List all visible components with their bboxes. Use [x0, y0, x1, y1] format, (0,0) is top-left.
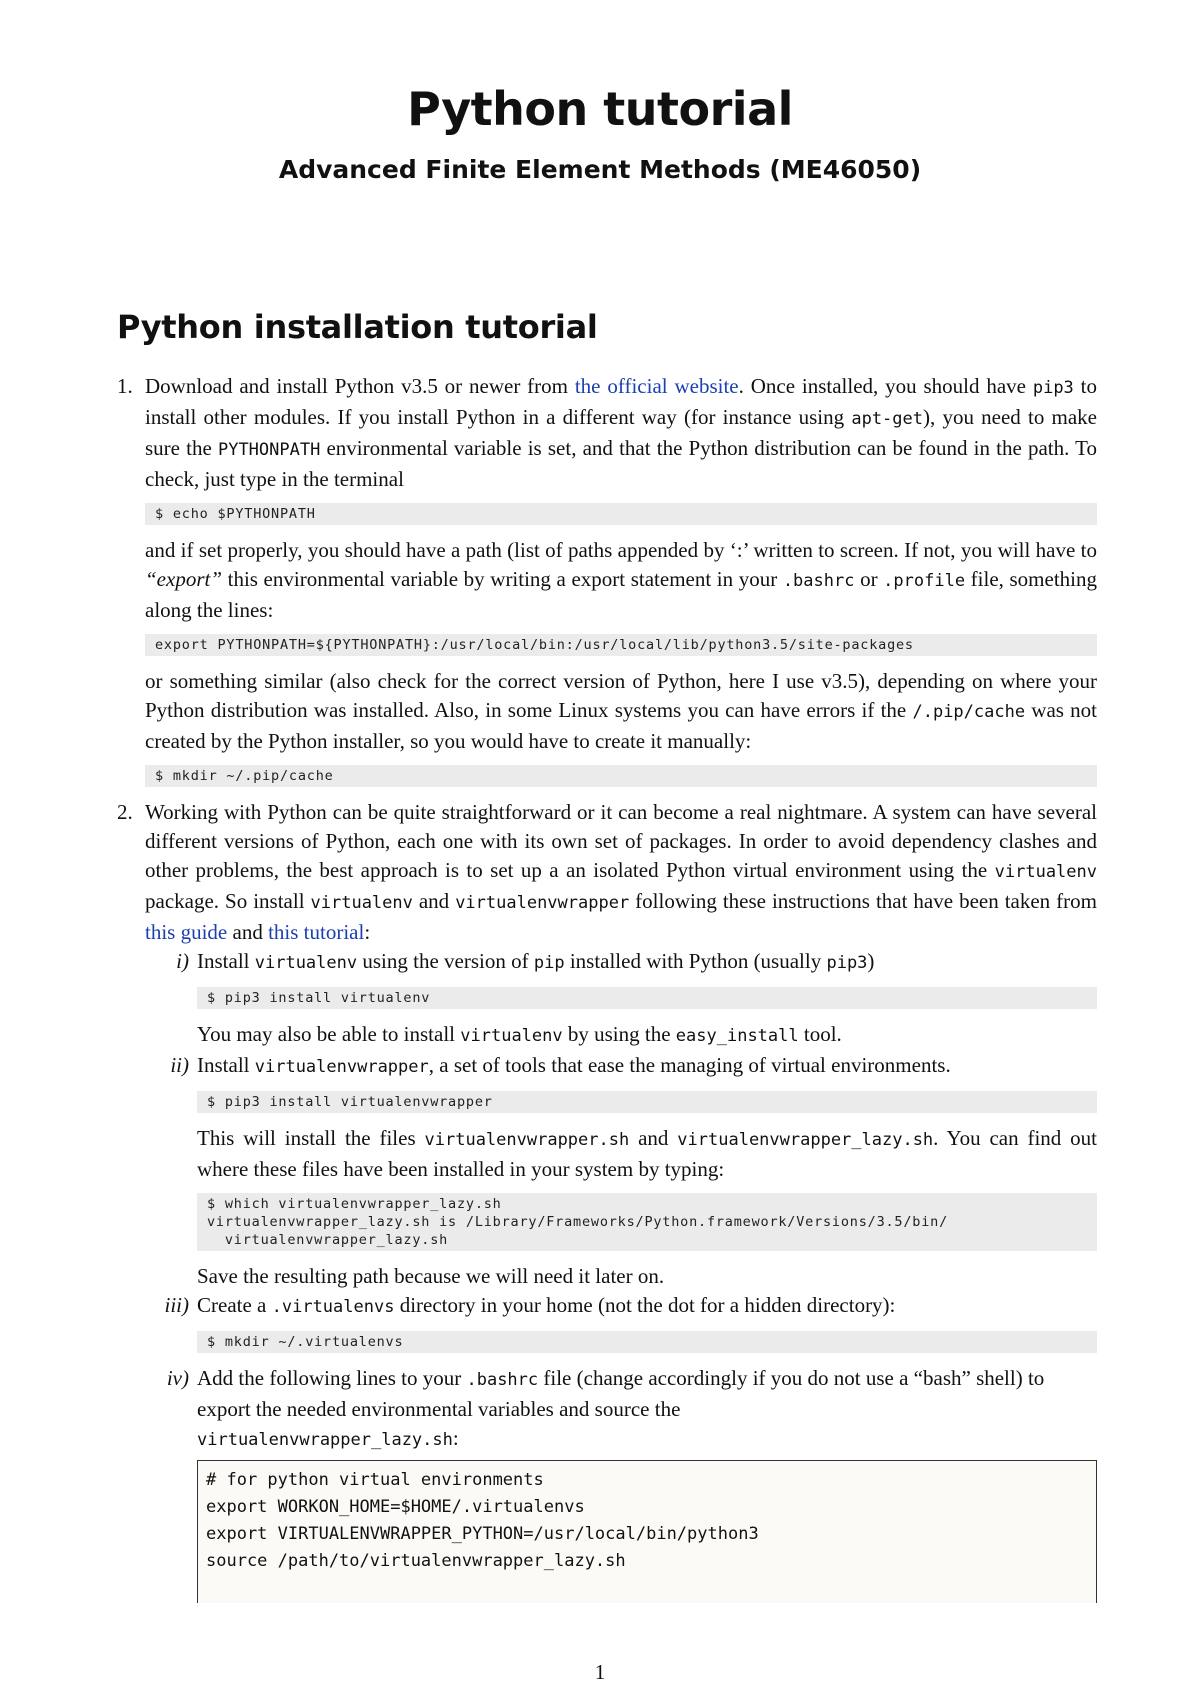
inline-code: virtualenvwrapper: [254, 1057, 429, 1077]
inline-code: virtualenv: [254, 953, 358, 973]
text: Create a: [197, 1293, 272, 1317]
paragraph: [197, 1051, 1097, 1082]
inline-code: virtualenv: [460, 1026, 563, 1046]
paragraph: [197, 1020, 1097, 1051]
paragraph: [197, 1124, 1097, 1184]
inline-code: pip3: [1032, 378, 1074, 398]
list-number: 2.: [117, 800, 133, 824]
text: and: [227, 920, 269, 944]
emphasis: “export”: [145, 567, 223, 591]
inline-code: pip3: [826, 953, 868, 973]
paragraph: [145, 667, 1097, 756]
text: or: [854, 567, 884, 591]
sub-item-label: iv): [166, 1366, 189, 1390]
inline-code: .virtualenvs: [271, 1297, 395, 1317]
text: Install: [197, 1053, 255, 1077]
text: was not created by the Python installer, so you would have to create it manually:: [145, 698, 1098, 753]
text: file (change accordingly if you do not use a “bash” shell) to export the needed environmental variables and source the: [197, 1366, 1045, 1421]
text: to install other modules. If you install Python in a different way (for instance using: [145, 374, 1097, 429]
main-content: [117, 372, 1097, 1603]
text: Install: [197, 949, 255, 973]
code-block: $ echo $PYTHONPATH: [145, 503, 1097, 525]
list-number: 1.: [117, 374, 133, 398]
this-guide-link[interactable]: this guide: [145, 920, 228, 944]
text: :: [452, 1426, 459, 1450]
code-block: $ mkdir ~/.virtualenvs: [197, 1331, 1097, 1353]
inline-code: easy_install: [675, 1026, 799, 1046]
this-tutorial-link[interactable]: this tutorial: [268, 920, 365, 944]
text: Add the following lines to your: [197, 1366, 467, 1390]
sub-item-iii: [145, 1291, 1097, 1353]
document-subtitle: Advanced Finite Element Methods (ME46050): [278, 155, 922, 184]
inline-code: virtualenvwrapper_lazy.sh: [677, 1130, 934, 1150]
text: Download and install Python v3.5 or newer from: [145, 374, 575, 398]
sub-item-i: [145, 947, 1097, 1051]
text: this environmental variable by writing a export statement in your: [222, 567, 783, 591]
code-block: $ pip3 install virtualenvwrapper: [197, 1091, 1097, 1113]
text: by using the: [562, 1022, 676, 1046]
text: . You can find out where these files have been installed in your system by typing:: [197, 1126, 1097, 1181]
text: and: [412, 889, 456, 913]
inline-code: .bashrc: [466, 1370, 539, 1390]
inline-code: .bashrc: [782, 571, 855, 591]
inline-code: pip: [533, 953, 565, 973]
code-block: $ mkdir ~/.pip/cache: [145, 765, 1097, 787]
text: :: [364, 920, 371, 944]
text: and: [629, 1126, 678, 1150]
text: tool.: [798, 1022, 842, 1046]
list-item-2: [117, 798, 1097, 1603]
inline-code: PYTHONPATH: [217, 440, 321, 460]
sub-item-label: i): [176, 949, 189, 973]
paragraph: [197, 1364, 1097, 1455]
text: or something similar (also check for the correct version of Python, here I use v3.5), depending on where your Python distribution was installed. Also, in some Linux systems you can have errors if the: [145, 669, 1097, 722]
inline-code: virtualenvwrapper: [455, 893, 630, 913]
inline-code: virtualenvwrapper.sh: [424, 1130, 630, 1150]
sub-item-label: iii): [164, 1293, 189, 1317]
document-title: Python tutorial: [407, 82, 793, 136]
section-heading: Python installation tutorial: [117, 308, 598, 346]
text: environmental variable is set, and that the Python distribution can be found in the path. To check, just type in the terminal: [145, 436, 1097, 491]
text: package. So install: [145, 889, 311, 913]
text: directory in your home (not the dot for a hidden directory):: [394, 1293, 896, 1317]
inline-code: virtualenv: [310, 893, 413, 913]
text: ), you need to make sure the: [145, 405, 1097, 460]
inline-code: apt-get: [851, 409, 923, 429]
sub-item-iv: [145, 1364, 1097, 1603]
official-website-link[interactable]: the official website: [574, 374, 739, 398]
framed-code-block: # for python virtual environments export WORKON_HOME=$HOME/.virtualenvs export VIRTUALENVWRAPPER_PYTHON=/usr/local/bin/python3 source /path/to/virtualenvwrapper_lazy.sh: [197, 1460, 1097, 1603]
code-block: $ pip3 install virtualenv: [197, 987, 1097, 1009]
paragraph: [145, 372, 1097, 494]
sub-item-ii: [145, 1051, 1097, 1291]
text: , a set of tools that ease the managing of virtual environments.: [428, 1053, 951, 1077]
sub-item-label: ii): [170, 1053, 189, 1077]
list-item-1: [117, 372, 1097, 787]
paragraph: [145, 536, 1097, 625]
code-block: $ which virtualenvwrapper_lazy.sh virtualenvwrapper_lazy.sh is /Library/Frameworks/Python.framework/Versions/3.5/bin/ virtualenvwrapper_lazy.sh: [197, 1193, 1097, 1251]
inline-code: /.pip/cache: [912, 702, 1026, 722]
text: file, something along the lines:: [145, 567, 1097, 622]
code-block: export PYTHONPATH=${PYTHONPATH}:/usr/local/bin:/usr/local/lib/python3.5/site-packages: [145, 634, 1097, 656]
inline-code: virtualenvwrapper_lazy.sh: [197, 1430, 453, 1450]
paragraph: [197, 947, 1097, 978]
text: Working with Python can be quite straightforward or it can become a real nightmare. A system can have several different versions of Python, each one with its own set of packages. In order to avoid dependency clashes and other problems, the best approach is to set up a an isolated Python virtual environment using the: [145, 800, 1097, 882]
paragraph: Save the resulting path because we will need it later on.: [197, 1264, 665, 1288]
paragraph: [145, 798, 1097, 947]
paragraph: [197, 1291, 1097, 1322]
text: using the version of: [357, 949, 534, 973]
page-number: 1: [594, 1660, 606, 1684]
text: This will install the files: [197, 1126, 425, 1150]
text: You may also be able to install: [197, 1022, 461, 1046]
text: and if set properly, you should have a path (list of paths appended by ‘:’ written to screen. If not, you will have to: [145, 538, 1097, 562]
inline-code: virtualenv: [994, 862, 1097, 882]
text: installed with Python (usually: [564, 949, 827, 973]
text: . Once installed, you should have: [738, 374, 1033, 398]
text: following these instructions that have been taken from: [629, 889, 1097, 913]
inline-code: .profile: [883, 571, 966, 591]
text: ): [867, 949, 875, 973]
